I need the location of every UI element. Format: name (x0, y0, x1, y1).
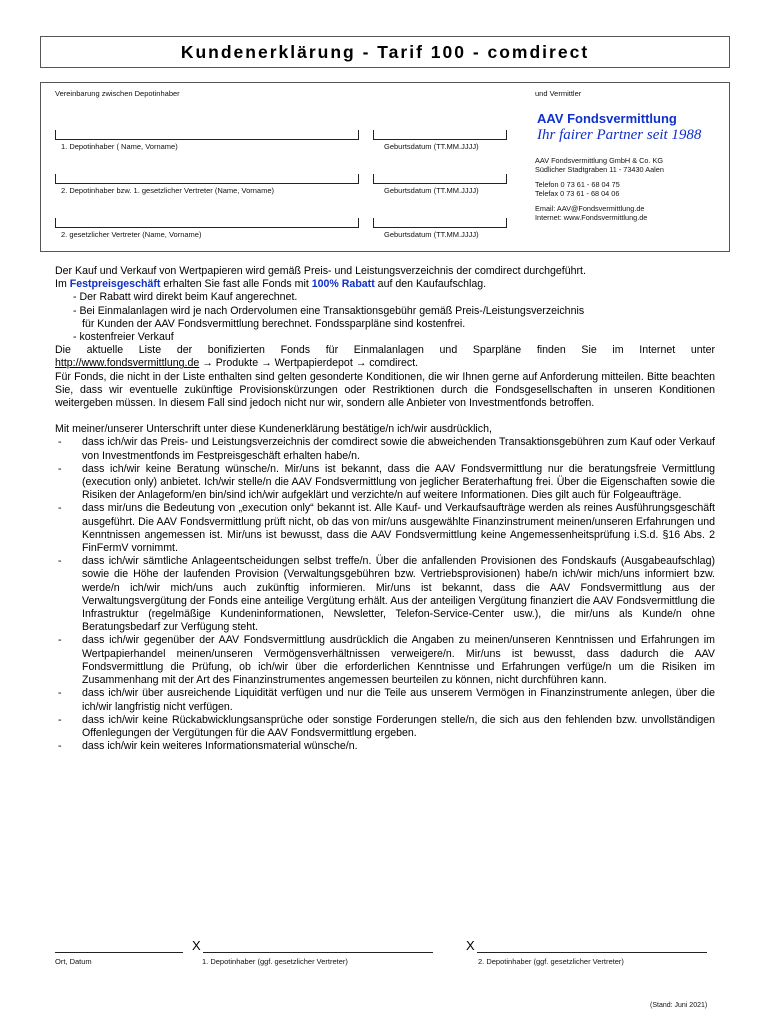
vertreter2-name-field[interactable] (55, 218, 359, 228)
festpreis-highlight: Festpreisgeschäft (69, 278, 161, 291)
list-item-text: dass ich/wir sämtliche Anlageentscheidungen selbst treffe/n. Über die anfallenden Provisionen des Fondskaufs (Ausgabeaufschlag) sowie die Höhe der laufenden Provision (Verwaltungsgebühren bzw. Vertriebsprovisionen) habe/n ich/wir mich/uns informiert bzw. werde/n ich/wir mich/uns auch zukünftig informieren. Mir/uns ist bekannt, dass die AAV Fondsvermittlung aus der Verwaltungsvergütung der Fonds eine anteilige Vergütung erhält. Aus der anteiligen Vergütung finanziert die AAV Fondsvermittlung die Infrastruktur (regelmäßige Kundeninformationen, Newsletter, Telefon-Service-Center usw.), die mir/uns als Kunde/n ohne Beratungsbedarf zur Verfügung steht. (82, 555, 715, 634)
vermittler-email: Email: AAV@Fondsvermittlung.de (535, 204, 645, 213)
intro-paragraph: Der Kauf und Verkauf von Wertpapieren wird gemäß Preis- und Leistungsverzeichnis der comdirect durchgeführt. (55, 265, 586, 277)
list-dash: - (58, 555, 62, 568)
festpreis-text-c: erhalten Sie fast alle Fonds mit (160, 278, 312, 291)
fondsliste-paragraph: Die aktuelle Liste der bonifizierten Fonds für Einmalanlagen und Sparpläne finden Sie im Internet unter (55, 344, 715, 357)
list-dash: - (58, 740, 62, 753)
vermittler-company: AAV Fondsvermittlung GmbH & Co. KG (535, 156, 664, 165)
bullet-einmalanlagen: - Bei Einmalanlagen wird je nach Ordervolumen eine Transaktionsgebühr gemäß Preis-/Leistungsverzeichnis (73, 304, 585, 317)
stand-date: (Stand: Juni 2021) (650, 1002, 708, 1009)
declaration-body (55, 265, 715, 753)
festpreis-text-e: auf den Kaufaufschlag. (374, 278, 487, 291)
list-dash: - (58, 687, 62, 700)
vertreter2-birthdate-label: Geburtsdatum (TT.MM.JJJJ) (384, 230, 479, 239)
depotinhaber1-name-field[interactable] (55, 130, 359, 140)
rabatt-highlight: 100% Rabatt (311, 278, 375, 291)
vermittler-logo-name: AAV Fondsvermittlung (537, 111, 677, 126)
depotinhaber-label: Vereinbarung zwischen Depotinhaber (55, 89, 180, 98)
vertreter2-name-label: 2. gesetzlicher Vertreter (Name, Vorname) (61, 230, 202, 239)
bullet-rabatt: - Der Rabatt wird direkt beim Kauf angerechnet. (73, 291, 298, 304)
page-title: Kundenerklärung - Tarif 100 - comdirect (40, 36, 730, 68)
vermittler-label: und Vermittler (535, 89, 582, 98)
depotinhaber2-birthdate-label: Geburtsdatum (TT.MM.JJJJ) (384, 186, 479, 195)
vermittler-phone: Telefon 0 73 61 - 68 04 75 (535, 180, 620, 189)
list-dash: - (58, 436, 62, 449)
list-dash: - (58, 634, 62, 647)
list-item (55, 436, 715, 462)
depotinhaber1-birthdate-field[interactable] (373, 130, 507, 140)
fondsliste-link-line (55, 357, 715, 370)
list-item (55, 555, 715, 634)
list-dash: - (58, 713, 62, 726)
list-item (55, 634, 715, 687)
list-item (55, 687, 715, 713)
unterschrift-intro: Mit meiner/unserer Unterschrift unter diese Kundenerklärung bestätige/n ich/wir ausdrücklich, (55, 423, 492, 436)
vertreter2-birthdate-field[interactable] (373, 218, 507, 228)
list-item (55, 463, 715, 503)
list-item (55, 740, 715, 753)
festpreis-text-a: Im (55, 278, 70, 291)
vermittler-internet: Internet: www.Fondsvermittlung.de (535, 213, 648, 222)
depotinhaber1-birthdate-label: Geburtsdatum (TT.MM.JJJJ) (384, 142, 479, 151)
list-dash: - (58, 462, 62, 475)
list-item-text: dass ich/wir über ausreichende Liquidität verfügen und nur die Teile aus unserem Vermögen in Finanzinstrumente anlegen, über die ich/wir langfristig nicht verfügen. (82, 687, 715, 713)
bullet-verkauf: - kostenfreier Verkauf (73, 331, 174, 344)
list-item-text: dass ich/wir gegenüber der AAV Fondsvermittlung ausdrücklich die Angaben zu meinen/unseren Kenntnissen und Erfahrungen im Wertpapierhandel meinen/unseren Vermögensverhältnissen verweigere/n. Mir/uns ist bewusst, dass dadurch die AAV Fondsvermittlung die Prüfung, ob ich/wir über die erforderlichen Kenntnisse und Erfahrungen verfüge/n um die Risiken im Zusammenhang mit der Art des Finanzinstrumentes angemessen beurteilen zu können, nicht durchführen kann. (82, 634, 715, 687)
list-dash: - (58, 502, 62, 515)
place-date-line[interactable] (55, 952, 183, 953)
signature2-line[interactable] (477, 952, 707, 953)
depotinhaber2-name-field[interactable] (55, 174, 359, 184)
signature2-label: 2. Depotinhaber (ggf. gesetzlicher Vertreter) (478, 957, 624, 966)
list-item-text: dass ich/wir keine Rückabwicklungsansprüche oder sonstige Forderungen stelle/n, die sich aus den fehlenden bzw. unvollständigen Offenlegungen der Vergütungen für die AAV Fondsvermittlung ergeben. (82, 713, 715, 739)
signature1-label: 1. Depotinhaber (ggf. gesetzlicher Vertreter) (202, 957, 348, 966)
vermittler-slogan: Ihr fairer Partner seit 1988 (537, 127, 702, 143)
vermittler-street: Südlicher Stadtgraben 11 - 73430 Aalen (535, 165, 664, 174)
depotinhaber2-name-label: 2. Depotinhaber bzw. 1. gesetzlicher Vertreter (Name, Vorname) (61, 186, 275, 195)
list-item-text: dass ich/wir kein weiteres Informationsmaterial wünsche/n. (82, 740, 358, 753)
bullet-einmalanlagen-cont: für Kunden der AAV Fondsvermittlung berechnet. Fondssparpläne sind kostenfrei. (82, 317, 466, 330)
signature1-x-mark: X (192, 938, 201, 953)
fondsvermittlung-link[interactable]: http://www.fondsvermittlung.de (55, 357, 200, 370)
list-item-text: dass mir/uns die Bedeutung von „execution only“ bekannt ist. Alle Kauf- und Verkaufsaufträge werden als reines Ausführungsgeschäft ausgeführt. Die AAV Fondsvermittlung prüft nicht, ob das von mir/uns ausgewählte Finanzinstrument meinen/unseren Erfahrungen und Kenntnissen angemessen ist. Mir/uns ist bewusst, dass die AAV Fondsvermittlung keine Angemessenheitsprüfung i.S.d. §16 Abs. 2 FinFermV vornimmt. (82, 502, 715, 555)
place-date-label: Ort, Datum (55, 957, 92, 966)
list-item-text: dass ich/wir keine Beratung wünsche/n. Mir/uns ist bekannt, dass die AAV Fondsvermittlung nur die beratungsfreie Vermittlung (execution only) anbietet. Ich/wir stelle/n die AAV Fondsvermittlung von jeglicher Beraterhaftung frei. Über die Eigenschaften sowie die Risiken der Anlageform/en bin/sind ich/wir aufgeklärt und verzichte/n auf weitere Informationen. Dies gilt auch für Folgeaufträge. (82, 462, 715, 502)
agreement-header-box (40, 82, 730, 252)
list-item (55, 714, 715, 740)
konditionen-paragraph: Für Fonds, die nicht in der Liste enthalten sind gelten gesonderte Konditionen, die wir Ihnen gerne auf Anforderung mitteilen. Bitte beachten Sie, dass wir eventuelle zukünftige Provisionskürzungen oder Restriktionen durch die Fondsgesellschaften in unseren Konditionen weitergeben müssen. In diesem Fall sind jedoch nicht nur wir, sondern alle Anbieter von Investmentfonds betroffen. (55, 370, 715, 410)
fondsliste-path: → Produkte → Wertpapierdepot → comdirect. (199, 357, 419, 370)
signature1-line[interactable] (203, 952, 433, 953)
list-item-text: dass ich/wir das Preis- und Leistungsverzeichnis der comdirect sowie die abweichenden Transaktionsgebühren zum Kauf oder Verkauf von Investmentfonds im Festpreisgeschäft erhalten habe/n. (82, 436, 715, 462)
list-item (55, 502, 715, 555)
signature2-x-mark: X (466, 938, 475, 953)
festpreis-paragraph (55, 278, 715, 291)
depotinhaber2-birthdate-field[interactable] (373, 174, 507, 184)
vermittler-fax: Telefax 0 73 61 - 68 04 06 (535, 189, 620, 198)
depotinhaber1-name-label: 1. Depotinhaber ( Name, Vorname) (61, 142, 178, 151)
